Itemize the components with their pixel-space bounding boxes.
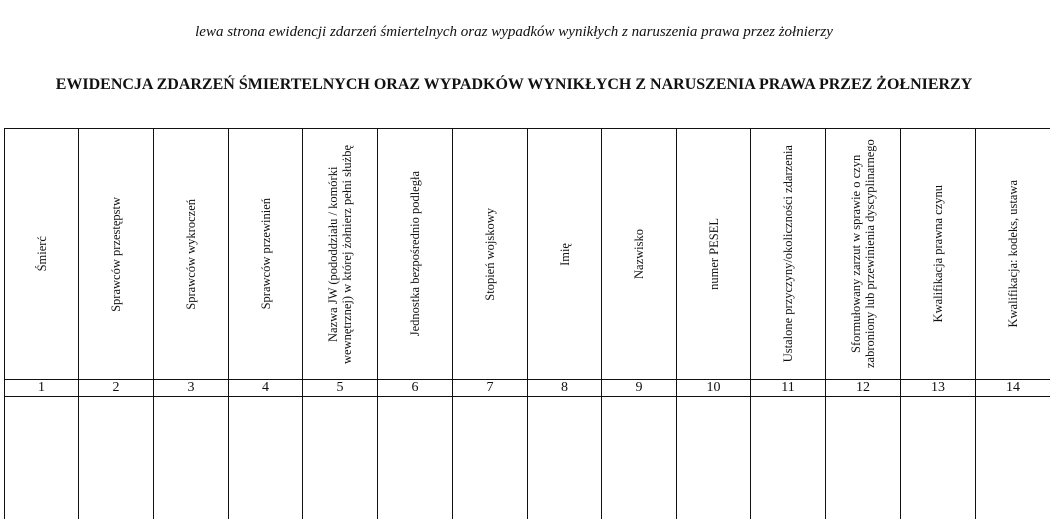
column-header-label: Nazwa JW (pododdziału / komórki wewnętrznej) w której żołnierz pełni służbę (326, 144, 354, 364)
column-number: 2 (79, 380, 154, 397)
column-number: 7 (453, 380, 528, 397)
column-header-5 (303, 129, 378, 380)
column-header-label: Jednostka bezpośrednio podległa (408, 171, 422, 337)
entry-cell (677, 397, 751, 520)
entry-cell (79, 397, 154, 520)
column-header-label: Nazwisko (632, 229, 646, 279)
entry-cell (528, 397, 602, 520)
column-header-1 (5, 129, 79, 380)
column-header-9 (602, 129, 677, 380)
register-table (4, 128, 1050, 519)
column-header-label: Sprawców przestępstw (109, 196, 123, 312)
column-number: 10 (677, 380, 751, 397)
column-number: 8 (528, 380, 602, 397)
column-header-label: Sprawców przewinień (258, 198, 273, 310)
entry-cell (453, 397, 528, 520)
column-header-label: Stopień wojskowy (483, 207, 497, 301)
column-header-label: Kwalifikacja: kodeks, ustawa (1006, 180, 1020, 328)
column-number: 9 (602, 380, 677, 397)
column-header-label: numer PESEL (706, 218, 721, 290)
column-header-label: Sprawców wykroczeń (184, 198, 198, 310)
column-header-10 (677, 129, 751, 380)
column-header-label: Imię (557, 242, 572, 266)
column-header-label: Śmierć (34, 236, 49, 272)
entry-cell (602, 397, 677, 520)
column-header-12 (826, 129, 901, 380)
column-header-label: Kwalifikacja prawna czynu (931, 185, 945, 323)
column-number-row (5, 380, 1050, 397)
document-subtitle: lewa strona ewidencji zdarzeń śmiertelnych oraz wypadków wynikłych z naruszenia prawa przez żołnierzy (195, 24, 833, 40)
entry-cell (901, 397, 976, 520)
entry-cell (826, 397, 901, 520)
header-row (5, 129, 1050, 380)
entry-cell (229, 397, 303, 520)
column-header-label: Sformułowany zarzut w sprawie o czyn zabroniony lub przewinienia dyscyplinarnego (849, 139, 877, 369)
column-number: 12 (826, 380, 901, 397)
entry-cell (5, 397, 79, 520)
column-number: 5 (303, 380, 378, 397)
column-number: 11 (751, 380, 826, 397)
column-header-11 (751, 129, 826, 380)
column-header-6 (378, 129, 453, 380)
column-header-label: Ustalone przyczyny/okoliczności zdarzenia (781, 145, 795, 363)
entry-row (5, 397, 1050, 520)
document-title: EWIDENCJA ZDARZEŃ ŚMIERTELNYCH ORAZ WYPADKÓW WYNIKŁYCH Z NARUSZENIA PRAWA PRZEZ ŻOŁNIERZY (55, 76, 973, 93)
column-number: 4 (229, 380, 303, 397)
column-header-4 (229, 129, 303, 380)
column-number: 1 (5, 380, 79, 397)
column-header-2 (79, 129, 154, 380)
column-number: 3 (154, 380, 229, 397)
column-header-13 (901, 129, 976, 380)
column-number: 6 (378, 380, 453, 397)
entry-cell (976, 397, 1050, 520)
entry-cell (378, 397, 453, 520)
column-header-7 (453, 129, 528, 380)
column-number: 14 (976, 380, 1050, 397)
entry-cell (751, 397, 826, 520)
column-number: 13 (901, 380, 976, 397)
column-header-3 (154, 129, 229, 380)
entry-cell (154, 397, 229, 520)
column-header-8 (528, 129, 602, 380)
column-header-14 (976, 129, 1050, 380)
entry-cell (303, 397, 378, 520)
